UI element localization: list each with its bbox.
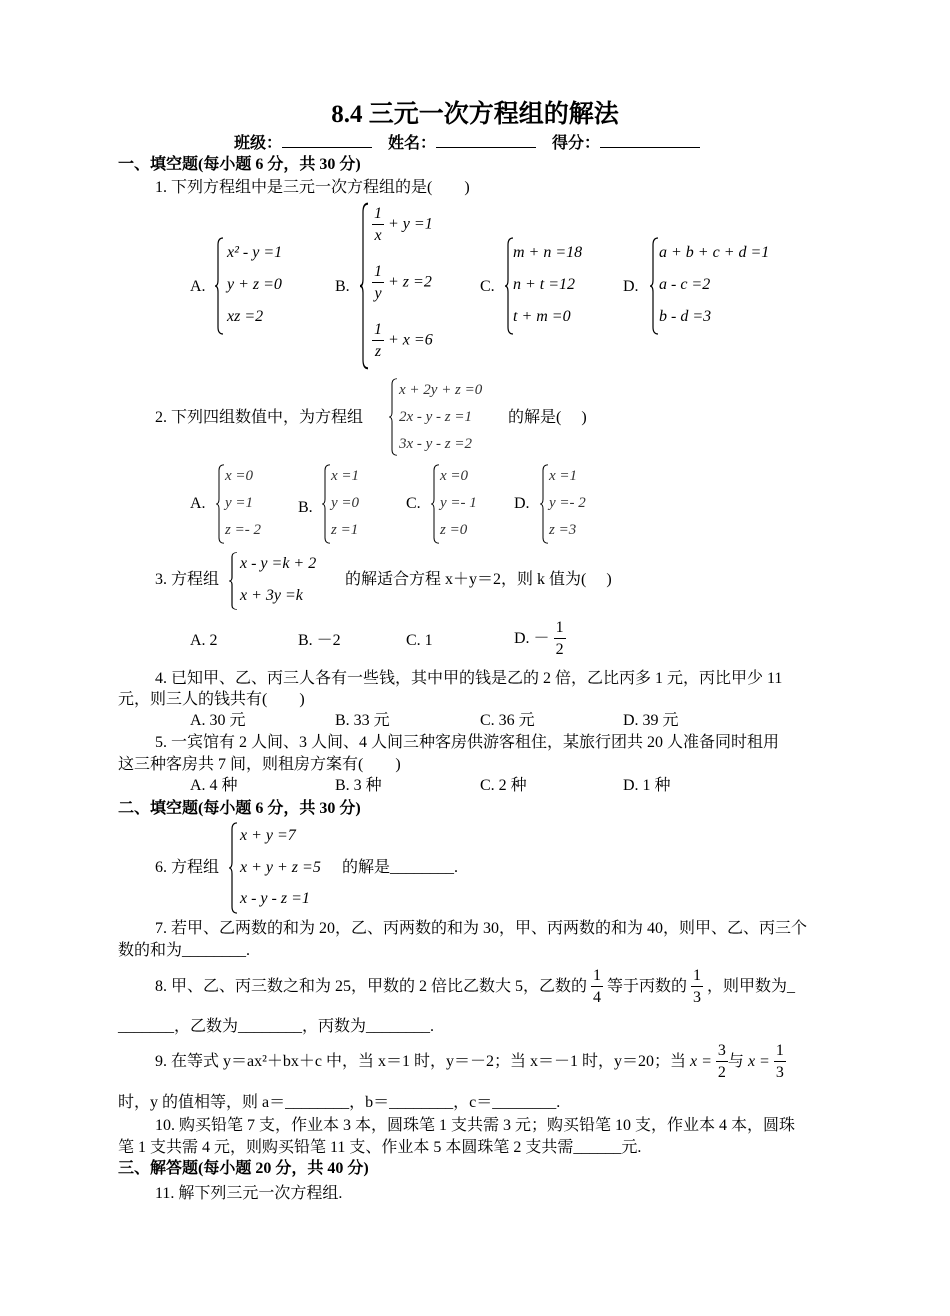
fraction: $\frac{3}{2}$ bbox=[717, 1042, 726, 1081]
q3-eq2: x + 3y =k bbox=[240, 587, 303, 604]
q6-stem-post: 的解是________. bbox=[342, 859, 459, 876]
q5-line2: 这三种客房共 7 间，则租房方案有( ) bbox=[118, 756, 401, 773]
q1-option-a-label: A. bbox=[190, 278, 206, 295]
score-label: 得分： bbox=[552, 135, 601, 152]
fraction: $\frac{1}{3}$ bbox=[775, 1042, 784, 1081]
q5-option-b: B. 3 种 bbox=[335, 777, 382, 794]
q2-option-b-label: B. bbox=[298, 499, 313, 516]
q3-option-d: D. － $\frac{1}{2}$ bbox=[514, 619, 564, 658]
q1-a-eq1: x² - y =1 bbox=[227, 244, 283, 261]
q3-stem-pre: 3. 方程组 bbox=[155, 571, 220, 588]
score-blank[interactable] bbox=[600, 133, 700, 148]
q1-c-eq1: m + n =18 bbox=[513, 244, 583, 261]
q1-option-c-label: C. bbox=[480, 278, 495, 295]
q2-a-eq3: z =- 2 bbox=[225, 522, 261, 538]
section-1-heading: 一、填空题(每小题 6 分，共 30 分) bbox=[118, 156, 361, 173]
q1-b-eq1: $\frac{1}{x}$ + y =1 bbox=[374, 205, 433, 244]
brace-icon bbox=[505, 237, 513, 335]
q1-c-eq2: n + t =12 bbox=[513, 276, 576, 293]
q4-line2: 元，则三人的钱共有( ) bbox=[118, 691, 305, 708]
q6-eq1: x + y =7 bbox=[240, 827, 296, 844]
q2-eq2: 2x - y - z =1 bbox=[399, 409, 473, 425]
q6-stem-pre: 6. 方程组 bbox=[155, 859, 220, 876]
brace-icon bbox=[389, 378, 397, 456]
q2-eq1: x + 2y + z =0 bbox=[399, 382, 483, 398]
fraction: $\frac{1}{z}$ bbox=[374, 321, 382, 360]
q11-line1: 11. 解下列三元一次方程组. bbox=[155, 1185, 343, 1202]
q3-eq1: x - y =k + 2 bbox=[240, 555, 317, 572]
q6-eq2: x + y + z =5 bbox=[240, 859, 321, 876]
q2-b-eq1: x =1 bbox=[331, 468, 360, 484]
q4-option-b: B. 33 元 bbox=[335, 712, 390, 729]
q2-b-eq3: z =1 bbox=[331, 522, 359, 538]
q5-line1: 5. 一宾馆有 2 人间、3 人间、4 人间三种客房供游客租住，某旅行团共 20 人准备同时租用 bbox=[155, 734, 780, 751]
q8-line1: 8. 甲、乙、丙三数之和为 25，甲数的 2 倍比乙数大 5，乙数的 $\frac{1}{4}$ 等于丙数的 $\frac{1}{3}$ ，则甲数为_ bbox=[155, 967, 796, 1006]
brace-icon bbox=[229, 822, 237, 914]
q3-option-c: C. 1 bbox=[406, 632, 433, 649]
fraction: $\frac{1}{2}$ bbox=[555, 619, 564, 658]
brace-icon bbox=[215, 237, 223, 335]
q1-d-eq2: a - c =2 bbox=[659, 276, 711, 293]
q2-option-d-label: D. bbox=[514, 495, 530, 512]
q2-option-b-system bbox=[322, 464, 392, 544]
q5-option-a: A. 4 种 bbox=[190, 777, 238, 794]
brace-icon bbox=[229, 552, 237, 610]
q1-option-d-label: D. bbox=[623, 278, 639, 295]
fraction: $\frac{1}{x}$ bbox=[374, 205, 382, 244]
q1-b-eq3: $\frac{1}{z}$ + x =6 bbox=[374, 321, 433, 360]
q7-line1: 7. 若甲、乙两数的和为 20，乙、丙两数的和为 30，甲、丙两数的和为 40，则甲、乙、丙三个 bbox=[155, 920, 808, 937]
q1-option-b-label: B. bbox=[335, 278, 350, 295]
q2-option-c-label: C. bbox=[406, 495, 421, 512]
q10-line1: 10. 购买铅笔 7 支，作业本 3 本，圆珠笔 1 支共需 3 元；购买铅笔 10 支，作业本 4 本，圆珠 bbox=[155, 1117, 796, 1134]
q3-option-b: B. －2 bbox=[298, 632, 341, 649]
q2-a-eq2: y =1 bbox=[225, 495, 254, 511]
q8-line2: _______，乙数为________，丙数为________. bbox=[118, 1018, 435, 1035]
name-label: 姓名： bbox=[388, 135, 437, 152]
q2-b-eq2: y =0 bbox=[331, 495, 360, 511]
q1-option-d-system bbox=[650, 237, 800, 335]
q4-option-a: A. 30 元 bbox=[190, 712, 246, 729]
brace-icon bbox=[216, 464, 224, 544]
q1-option-c-system bbox=[505, 237, 615, 335]
brace-icon bbox=[540, 464, 548, 544]
section-2-heading: 二、填空题(每小题 6 分，共 30 分) bbox=[118, 800, 361, 817]
q2-a-eq1: x =0 bbox=[225, 468, 254, 484]
q2-option-a-system bbox=[216, 464, 286, 544]
q5-option-d: D. 1 种 bbox=[623, 777, 671, 794]
brace-icon bbox=[360, 202, 368, 370]
q3-option-a: A. 2 bbox=[190, 632, 218, 649]
q2-stem-post: 的解是( ) bbox=[508, 409, 587, 426]
q1-a-eq3: xz =2 bbox=[227, 308, 264, 325]
q2-c-eq3: z =0 bbox=[440, 522, 468, 538]
q1-d-eq1: a + b + c + d =1 bbox=[659, 244, 770, 261]
header-row bbox=[234, 133, 700, 154]
q2-c-eq1: x =0 bbox=[440, 468, 469, 484]
brace-icon bbox=[431, 464, 439, 544]
q9-line2: 时，y 的值相等，则 a＝________，b＝________，c＝________. bbox=[118, 1094, 561, 1111]
fraction: $\frac{1}{3}$ bbox=[693, 967, 702, 1006]
q5-option-c: C. 2 种 bbox=[480, 777, 527, 794]
q1-d-eq3: b - d =3 bbox=[659, 308, 712, 325]
q2-d-eq3: z =3 bbox=[549, 522, 577, 538]
q6-eq3: x - y - z =1 bbox=[240, 890, 310, 907]
q2-option-a-label: A. bbox=[190, 495, 206, 512]
q10-line2: 笔 1 支共需 4 元，则购买铅笔 11 支、作业本 5 本圆珠笔 2 支共需______元. bbox=[118, 1139, 642, 1156]
q3-system bbox=[229, 552, 341, 610]
q3-stem-post: 的解适合方程 x＋y＝2，则 k 值为( ) bbox=[345, 571, 612, 588]
q7-line2: 数的和为________. bbox=[118, 942, 251, 959]
q2-d-eq2: y =- 2 bbox=[549, 495, 586, 511]
q2-system bbox=[389, 378, 507, 456]
fraction: $\frac{1}{4}$ bbox=[593, 967, 602, 1006]
fraction: $\frac{1}{y}$ bbox=[374, 263, 382, 302]
brace-icon bbox=[650, 237, 658, 335]
q4-option-c: C. 36 元 bbox=[480, 712, 535, 729]
q2-option-d-system bbox=[540, 464, 615, 544]
q1-c-eq3: t + m =0 bbox=[513, 308, 571, 325]
q1-b-eq2: $\frac{1}{y}$ + z =2 bbox=[374, 263, 432, 302]
q2-eq3: 3x - y - z =2 bbox=[399, 436, 473, 452]
name-blank[interactable] bbox=[436, 133, 536, 148]
section-3-heading: 三、解答题(每小题 20 分，共 40 分) bbox=[118, 1160, 369, 1177]
q9-line1: 9. 在等式 y＝ax²＋bx＋c 中，当 x＝1 时，y＝－2；当 x＝－1 时，y＝20；当 x = $\frac{3}{2}$ 与 x = $\frac{1}{3}$ bbox=[155, 1042, 784, 1081]
class-label: 班级： bbox=[234, 135, 283, 152]
q2-option-c-system bbox=[431, 464, 506, 544]
brace-icon bbox=[322, 464, 330, 544]
q2-stem-pre: 2. 下列四组数值中，为方程组 bbox=[155, 409, 364, 426]
q1-option-b-system bbox=[360, 202, 460, 370]
page-title: 8.4 三元一次方程组的解法 bbox=[331, 101, 619, 128]
q2-d-eq1: x =1 bbox=[549, 468, 578, 484]
class-blank[interactable] bbox=[282, 133, 372, 148]
q2-c-eq2: y =- 1 bbox=[440, 495, 477, 511]
q1-option-a-system bbox=[215, 237, 315, 335]
q4-option-d: D. 39 元 bbox=[623, 712, 679, 729]
q1-stem: 1. 下列方程组中是三元一次方程组的是( ) bbox=[155, 179, 470, 196]
q1-a-eq2: y + z =0 bbox=[227, 276, 282, 293]
q4-line1: 4. 已知甲、乙、丙三人各有一些钱，其中甲的钱是乙的 2 倍，乙比丙多 1 元，丙比甲少 11 bbox=[155, 670, 783, 687]
